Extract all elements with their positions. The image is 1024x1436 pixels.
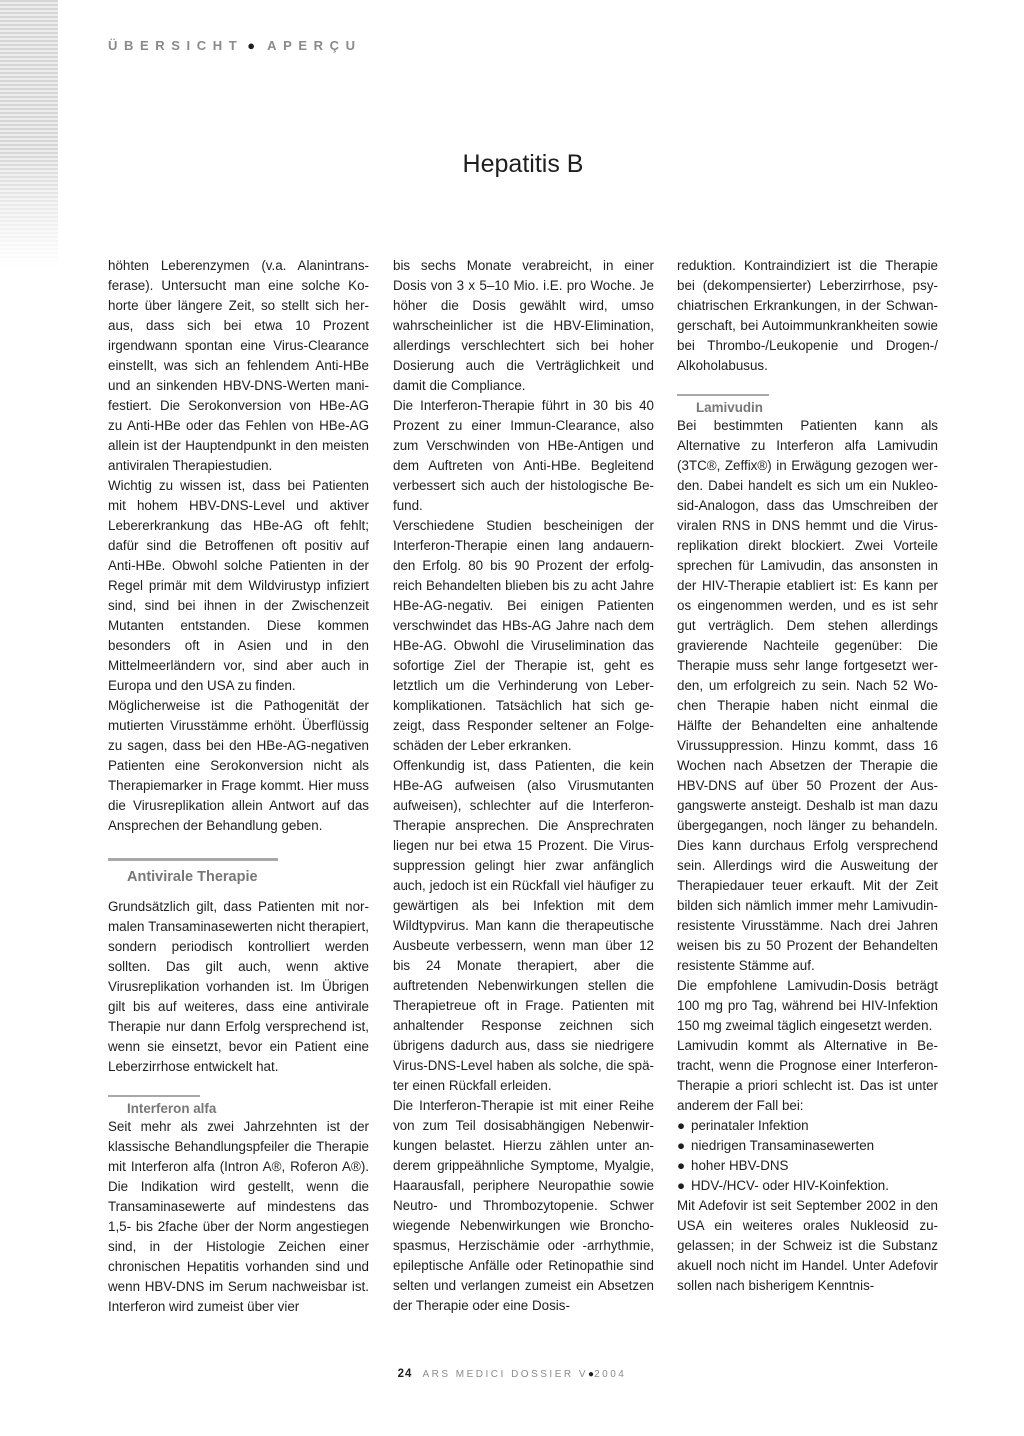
- indication-list: [677, 1116, 938, 1196]
- paragraph: Möglicherweise ist die Pathogenität der mutierten Virusstämme erhöht. Überflüssig zu sagen, dass bei den HBe-AG-negativen Patienten eine Serokonversion nicht als Therapiemarker in Frage kommt. Hier muss die Virusreplikation allein Antwort auf das Ansprechen der Behandlung geben.: [108, 698, 369, 833]
- section-header: [108, 38, 362, 53]
- paragraph: Wichtig zu wissen ist, dass bei Patienten mit hohem HBV-DNS-Level und aktiver Lebererkrankung das HBe-AG oft fehlt; dafür sind die Betroffenen oft positiv auf Anti-HBe. Obwohl solche Patienten in der Regel primär mit dem Wildvirustyp infiziert sind, sind bei ihnen in der Zwischenzeit Mutanten entstanden. Diese kommen besonders oft in Asien und in den Mittelmeerländern vor, sind aber auch in Europa und den USA zu finden.: [108, 478, 369, 693]
- paragraph: Bei bestimmten Patienten kann als Alternative zu Interferon alfa Lamivudin (3TC®, Zeffix®) in Erwägung gezogen werden. Dabei handelt es sich um ein Nukleosid-Analogon, dass das Umschreiben der viralen RNS in DNS hemmt und die Virusreplikation direkt blockiert. Zwei Vorteile sprechen für Lamivudin, das ansonsten in der HIV-Therapie etabliert ist: Es kann per os eingenommen werden, und es ist sehr gut verträglich. Dem stehen allerdings gravierende Nachteile gegenüber: Die Therapie muss sehr lange fortgesetzt werden, um erfolgreich zu sein. Nach 52 Wochen Therapie haben nicht einmal die Hälfte der Behandelten eine anhaltende Virussuppression. Hinzu kommt, dass 16 Wochen nach Absetzen der Therapie die HBV-DNS auf über 50 Prozent der Ausgangswerte ansteigt. Deshalb ist man dazu übergegangen, noch länger zu behandeln. Dies kann durchaus Erfolg versprechend sein. Allerdings wird die Ausweitung der Therapiedauer teuer erkauft. Mit der Zeit bilden sich nämlich immer mehr Lamivudin-resistente Virusstämme. Nach drei Jahren weisen bis zu 50 Prozent der Behandelten resistente Stämme auf.: [677, 418, 938, 973]
- paragraph: Mit Adefovir ist seit September 2002 in den USA ein weiteres orales Nukleosid zugelassen; in der Schweiz ist die Substanz akuell noch nicht im Handel. Unter Adefovir sollen nach bisherigem Kenntnis-: [677, 1198, 938, 1293]
- page-title: Hepatitis B: [462, 150, 584, 178]
- paragraph: reduktion. Kontraindiziert ist die Therapie bei (dekompensierter) Leberzirrhose, psychiatrischen Erkrankungen, in der Schwangerschaft, bei Autoimmunkrankheiten sowie bei Thrombo-/Leukopenie und Drogen-/ Alkoholabusus.: [677, 258, 938, 373]
- edge-stripe-decoration: [0, 0, 58, 268]
- bullet-dot-icon: ●: [677, 1158, 686, 1173]
- bullet-dot-icon: ●: [677, 1138, 686, 1153]
- subheading-lamivudin: Lamivudin: [677, 394, 769, 416]
- list-item: ● niedrigen Transaminasewerten: [677, 1136, 938, 1156]
- bullet-dot-icon: ●: [677, 1118, 686, 1133]
- column-2: [393, 256, 654, 1316]
- heading-antivirale-therapie: Antivirale Therapie: [108, 858, 278, 887]
- page-footer: [0, 1368, 1024, 1380]
- paragraph: bis sechs Monate verabreicht, in einer Dosis von 3 x 5–10 Mio. i.E. pro Woche. Je höher die Dosis gewählt wird, umso wahrscheinlicher ist die HBV-Elimination, allerdings verschlechtert sich bei hoher Dosierung auch die Verträglichkeit und damit die Compliance.: [393, 258, 654, 393]
- paragraph: Die Interferon-Therapie führt in 30 bis 40 Prozent zu einer Immun-Clearance, also zum Verschwinden von HBe-Antigen und dem Auftreten von Anti-HBe. Begleitend verbessert sich auch der histologische Befund.: [393, 398, 654, 513]
- paragraph: Lamivudin kommt als Alternative in Betracht, wenn die Prognose einer Interferon-Therapie a priori schlecht ist. Das ist unter anderem der Fall bei:: [677, 1038, 938, 1113]
- paragraph: Die Interferon-Therapie ist mit einer Reihe von zum Teil dosisabhängigen Nebenwirkungen belastet. Hierzu zählen unter anderem grippeähnliche Symptome, Myalgie, Haarausfall, periphere Neuropathie sowie Neutro- und Thrombozytopenie. Schwer wiegende Nebenwirkungen wie Bronchospasmus, Herzischämie oder -arrhythmie, epileptische Anfälle oder Retinopathie sind selten und verlangen zumeist ein Absetzen der Therapie oder eine Dosis-: [393, 1098, 654, 1313]
- publication-year: 2004: [594, 1369, 627, 1380]
- column-3: [677, 256, 938, 1296]
- section-label-de: ÜBERSICHT: [108, 38, 244, 53]
- page-number: 24: [397, 1368, 413, 1380]
- bullet-dot-icon: ●: [588, 1369, 595, 1380]
- paragraph: höhten Leberenzymen (v.a. Alanintransferase). Untersucht man eine solche Kohorte über längere Zeit, so stellt sich heraus, dass sich bei etwa 10 Prozent irgendwann spontan eine Virus-Clearance einstellt, was sich an fehlendem Anti-HBe und an sinkenden HBV-DNS-Werten manifestiert. Die Serokonversion von HBe-AG zu Anti-HBe oder das Fehlen von HBe-AG allein ist der Hauptendpunkt in den meisten antiviralen Therapiestudien.: [108, 258, 369, 473]
- section-label-fr: APERÇU: [267, 38, 362, 53]
- list-item: ● perinataler Infektion: [677, 1116, 938, 1136]
- list-item: ● hoher HBV-DNS: [677, 1156, 938, 1176]
- column-1: [108, 256, 369, 1317]
- paragraph: Grundsätzlich gilt, dass Patienten mit normalen Transaminasewerten nicht therapiert, sondern periodisch kontrolliert werden sollten. Das gilt auch, wenn aktive Virusreplikation vorhanden ist. Im Übrigen gilt bis auf weiteres, dass eine antivirale Therapie nur dann Erfolg versprechend ist, wenn sie einsetzt, bevor ein Patient eine Leberzirrhose entwickelt hat.: [108, 899, 369, 1074]
- paragraph: Verschiedene Studien bescheinigen der Interferon-Therapie einen lang andauernden Erfolg. 80 bis 90 Prozent der erfolgreich Behandelten blieben bis zu acht Jahre HBe-AG-negativ. Bei einigen Patienten verschwindet das HBs-AG Jahre nach dem HBe-AG. Obwohl die Viruselimination das sofortige Ziel der Therapie ist, geht es letztlich um die Verhinderung von Leberkomplikationen. Tatsächlich hat sich gezeigt, dass Responder seltener an Folgeschäden der Leber erkranken.: [393, 518, 654, 753]
- paragraph: Seit mehr als zwei Jahrzehnten ist der klassische Behandlungspfeiler die Therapie mit Interferon alfa (Intron A®, Roferon A®). Die Indikation wird gestellt, wenn die Transaminasewerte auf mindestens das 1,5- bis 2fache über der Norm angestiegen sind, in der Histologie Zeichen einer chronischen Hepatitis vorhanden sind und wenn HBV-DNS im Serum nachweisbar ist. Interferon wird zumeist über vier: [108, 1119, 369, 1314]
- subheading-interferon-alfa: Interferon alfa: [108, 1095, 200, 1117]
- publication-name: ARS MEDICI DOSSIER V: [422, 1369, 589, 1380]
- bullet-dot-icon: ●: [677, 1178, 686, 1193]
- bullet-dot-icon: ●: [247, 38, 256, 53]
- list-item: ● HDV-/HCV- oder HIV-Koinfektion.: [677, 1176, 938, 1196]
- paragraph: Offenkundig ist, dass Patienten, die kein HBe-AG aufweisen (also Virusmutanten aufweisen), schlechter auf die Interferon-Therapie ansprechen. Die Ansprechraten liegen nur bei etwa 15 Prozent. Die Virussuppression gelingt hier zwar anfänglich auch, jedoch ist ein Rückfall viel häufiger zu gewärtigen als bei Infektion mit dem Wildtypvirus. Man kann die therapeutische Ausbeute verbessern, wenn man über 12 bis 24 Monate therapiert, aber die auftretenden Nebenwirkungen stellen die Therapietreue oft in Frage. Patienten mit anhaltender Response zeichnen sich übrigens dadurch aus, dass sie niedrigere Virus-DNS-Level haben als solche, die später einen Rückfall erleiden.: [393, 758, 654, 1093]
- paragraph: Die empfohlene Lamivudin-Dosis beträgt 100 mg pro Tag, während bei HIV-Infektion 150 mg zweimal täglich eingesetzt werden.: [677, 978, 938, 1033]
